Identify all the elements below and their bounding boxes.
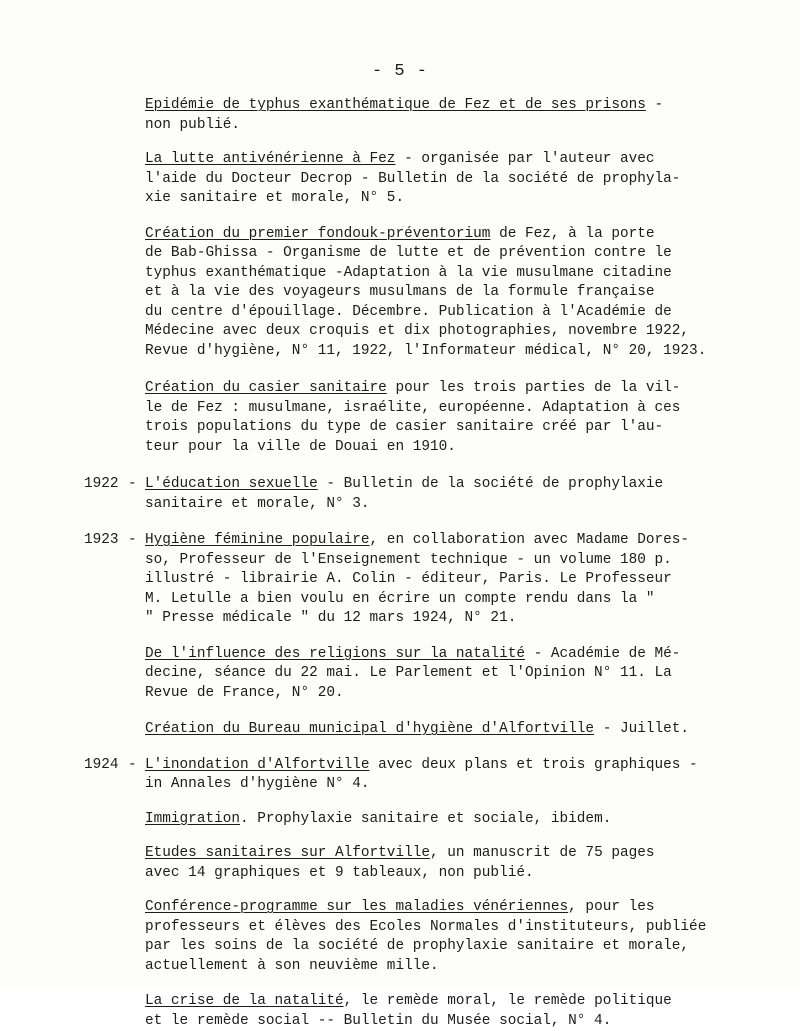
entry-title: Création du casier sanitaire	[145, 380, 387, 396]
bibliography-entry-epidemie	[0, 96, 800, 135]
entry-continuation-line: " Presse médicale " du 12 mars 1924, N° 21.	[145, 609, 786, 629]
entry-first-line	[145, 720, 786, 740]
entry-continuation-line: de Bab-Ghissa - Organisme de lutte et de prévention contre le	[145, 244, 786, 264]
entry-continuation-line: non publié.	[145, 116, 786, 136]
entry-continuation-line: Médecine avec deux croquis et dix photographies, novembre 1922,	[145, 322, 786, 342]
bibliography-entry-lutte	[0, 150, 800, 209]
entry-continuation-line: sanitaire et morale, N° 3.	[145, 495, 786, 515]
bibliography-entry-crise	[0, 992, 800, 1031]
entry-continuation-line: l'aide du Docteur Decrop - Bulletin de la société de prophyla-	[145, 170, 786, 190]
entry-continuation-line: xie sanitaire et morale, N° 5.	[145, 189, 786, 209]
entry-title: Création du premier fondouk-préventorium	[145, 226, 490, 242]
entry-description: - Juillet.	[594, 721, 689, 737]
entry-continuation-line: illustré - librairie A. Colin - éditeur, Paris. Le Professeur	[145, 570, 786, 590]
entry-description: - Bulletin de la société de prophylaxie	[318, 476, 663, 492]
entry-dash: -	[128, 475, 137, 495]
entry-year: 1924	[84, 756, 119, 776]
entry-first-line	[145, 645, 786, 665]
entry-first-line	[145, 531, 786, 551]
bibliography-entry-religions	[0, 645, 800, 704]
entry-first-line	[145, 810, 786, 830]
entry-title: Conférence-programme sur les maladies vénériennes	[145, 899, 568, 915]
entry-continuation-line: so, Professeur de l'Enseignement technique - un volume 180 p.	[145, 551, 786, 571]
entry-year: 1923	[84, 531, 119, 551]
entry-description: , le remède moral, le remède politique	[344, 993, 672, 1009]
bibliography-entry-hygiene	[0, 531, 800, 629]
bibliography-entry-casier	[0, 379, 800, 457]
entry-dash: -	[128, 531, 137, 551]
entry-continuation-line: in Annales d'hygiène N° 4.	[145, 775, 786, 795]
entry-continuation-line: et à la vie des voyageurs musulmans de la formule française	[145, 283, 786, 303]
entry-description: . Prophylaxie sanitaire et sociale, ibidem.	[240, 811, 611, 827]
entry-title: La crise de la natalité	[145, 993, 344, 1009]
entry-continuation-line: Revue d'hygiène, N° 11, 1922, l'Informateur médical, N° 20, 1923.	[145, 342, 786, 362]
bibliography-entry-inondation	[0, 756, 800, 795]
entry-description: , pour les	[568, 899, 654, 915]
entry-title: L'inondation d'Alfortville	[145, 757, 370, 773]
entry-description: , en collaboration avec Madame Dores-	[370, 532, 690, 548]
bibliography-entry-bureau	[0, 720, 800, 740]
entry-first-line	[145, 756, 786, 776]
bibliography-entry-fondouk	[0, 225, 800, 362]
bibliography-entry-immigration	[0, 810, 800, 830]
entry-dash: -	[128, 756, 137, 776]
entry-continuation-line: trois populations du type de casier sanitaire créé par l'au-	[145, 418, 786, 438]
entry-description: , un manuscrit de 75 pages	[430, 845, 655, 861]
entry-title: Création du Bureau municipal d'hygiène d'Alfortville	[145, 721, 594, 737]
entry-title: Etudes sanitaires sur Alfortville	[145, 845, 430, 861]
entry-title: Epidémie de typhus exanthématique de Fez et de ses prisons	[145, 97, 646, 113]
entry-description: avec deux plans et trois graphiques -	[370, 757, 698, 773]
entry-title: Hygiène féminine populaire	[145, 532, 370, 548]
entry-first-line	[145, 225, 786, 245]
entry-first-line	[145, 898, 786, 918]
entry-title: La lutte antivénérienne à Fez	[145, 151, 395, 167]
entry-description: - organisée par l'auteur avec	[395, 151, 654, 167]
entry-continuation-line: le de Fez : musulmane, israélite, européenne. Adaptation à ces	[145, 399, 786, 419]
entry-description: -	[646, 97, 663, 113]
entry-first-line	[145, 844, 786, 864]
bibliography-entry-education	[0, 475, 800, 514]
entry-continuation-line: M. Letulle a bien voulu en écrire un compte rendu dans la "	[145, 590, 786, 610]
entry-continuation-line: decine, séance du 22 mai. Le Parlement et l'Opinion N° 11. La	[145, 664, 786, 684]
entry-year: 1922	[84, 475, 119, 495]
entry-continuation-line: typhus exanthématique -Adaptation à la vie musulmane citadine	[145, 264, 786, 284]
entry-continuation-line: par les soins de la société de prophylaxie sanitaire et morale,	[145, 937, 786, 957]
bibliography-list	[0, 96, 800, 1031]
entry-continuation-line: avec 14 graphiques et 9 tableaux, non publié.	[145, 864, 786, 884]
entry-first-line	[145, 379, 786, 399]
entry-continuation-line: professeurs et élèves des Ecoles Normales d'instituteurs, publiée	[145, 918, 786, 938]
entry-first-line	[145, 96, 786, 116]
entry-description: de Fez, à la porte	[490, 226, 654, 242]
bibliography-entry-etudes	[0, 844, 800, 883]
page-number: - 5 -	[0, 62, 800, 81]
entry-continuation-line: teur pour la ville de Douai en 1910.	[145, 438, 786, 458]
entry-continuation-line: Revue de France, N° 20.	[145, 684, 786, 704]
entry-description: pour les trois parties de la vil-	[387, 380, 681, 396]
entry-title: L'éducation sexuelle	[145, 476, 318, 492]
entry-title: De l'influence des religions sur la natalité	[145, 646, 525, 662]
entry-first-line	[145, 992, 786, 1012]
bibliography-entry-conference	[0, 898, 800, 976]
entry-first-line	[145, 475, 786, 495]
entry-title: Immigration	[145, 811, 240, 827]
entry-continuation-line: et le remède social -- Bulletin du Musée social, N° 4.	[145, 1012, 786, 1031]
entry-first-line	[145, 150, 786, 170]
entry-continuation-line: actuellement à son neuvième mille.	[145, 957, 786, 977]
entry-description: - Académie de Mé-	[525, 646, 680, 662]
entry-continuation-line: du centre d'épouillage. Décembre. Publication à l'Académie de	[145, 303, 786, 323]
